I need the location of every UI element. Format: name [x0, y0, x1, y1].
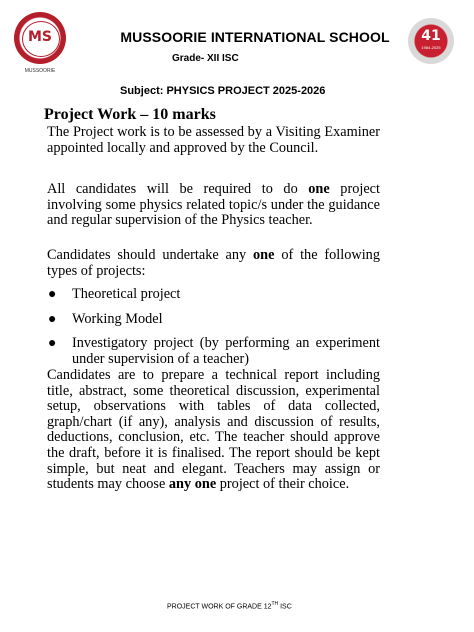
text-span: project involving some physics related topic/s under the guidance and regular supervision of the Physics teacher. — [47, 181, 380, 229]
logo-caption: MUSSOORIE — [24, 68, 56, 74]
section-title: Project Work – 10 marks — [44, 106, 216, 123]
list-item-text: Theoretical project — [72, 286, 181, 302]
footer-superscript: TH — [271, 601, 279, 607]
paragraph-project-types — [47, 248, 380, 279]
paragraph-assessment: The Project work is to be assessed by a Visiting Examiner appointed locally and approved by the Council. — [47, 124, 380, 156]
badge-years: 1984-2025 — [421, 45, 441, 50]
bullet-icon: ● — [48, 311, 57, 327]
school-name: MUSSOORIE INTERNATIONAL SCHOOL — [120, 29, 390, 45]
list-item — [47, 287, 380, 303]
grade-label: Grade- XII ISC — [172, 53, 239, 64]
list-item-text: Investigatory project (by performing an experiment under supervision of a teacher) — [72, 335, 380, 367]
footer-text: PROJECT WORK OF GRADE 12 — [167, 603, 272, 611]
bullet-icon: ● — [48, 287, 57, 302]
emphasis-text: one — [253, 247, 275, 263]
subject-label: Subject: PHYSICS PROJECT 2025-2026 — [120, 85, 326, 97]
list-item — [47, 336, 380, 367]
list-item-text: Working Model — [72, 310, 163, 327]
emphasis-text: one — [308, 181, 330, 197]
text-span: All candidates will be required to do — [47, 181, 309, 197]
bullet-icon: ● — [48, 336, 57, 352]
emphasis-text: any one — [168, 476, 217, 493]
text-span: Candidates are to prepare a technical report including title, abstract, some theoretical discussion, experimental setup, observations with tables of data collected, graph/chart (if any), analysis and discussion of results, deductions, conclusion, etc. The teacher should approve the draft, before it is finalised. The report should be kept simple, but neat and elegant. Teachers may assign or students may choose — [47, 367, 380, 493]
footer-text-end: ISC — [278, 603, 292, 611]
text-span: Candidates should undertake any — [47, 247, 254, 263]
school-logo-left — [14, 12, 66, 74]
project-types-list — [47, 287, 380, 376]
paragraph-requirement — [47, 182, 380, 229]
text-span: of the following types of projects: — [47, 247, 380, 279]
text-span: project of their choice. — [216, 476, 350, 493]
paragraph-report-instructions — [47, 368, 380, 493]
badge-number: 41 — [421, 28, 441, 44]
page-footer — [167, 601, 292, 610]
logo-initials: MS — [27, 29, 52, 45]
anniversary-badge-logo — [408, 18, 454, 64]
list-item — [47, 312, 380, 328]
